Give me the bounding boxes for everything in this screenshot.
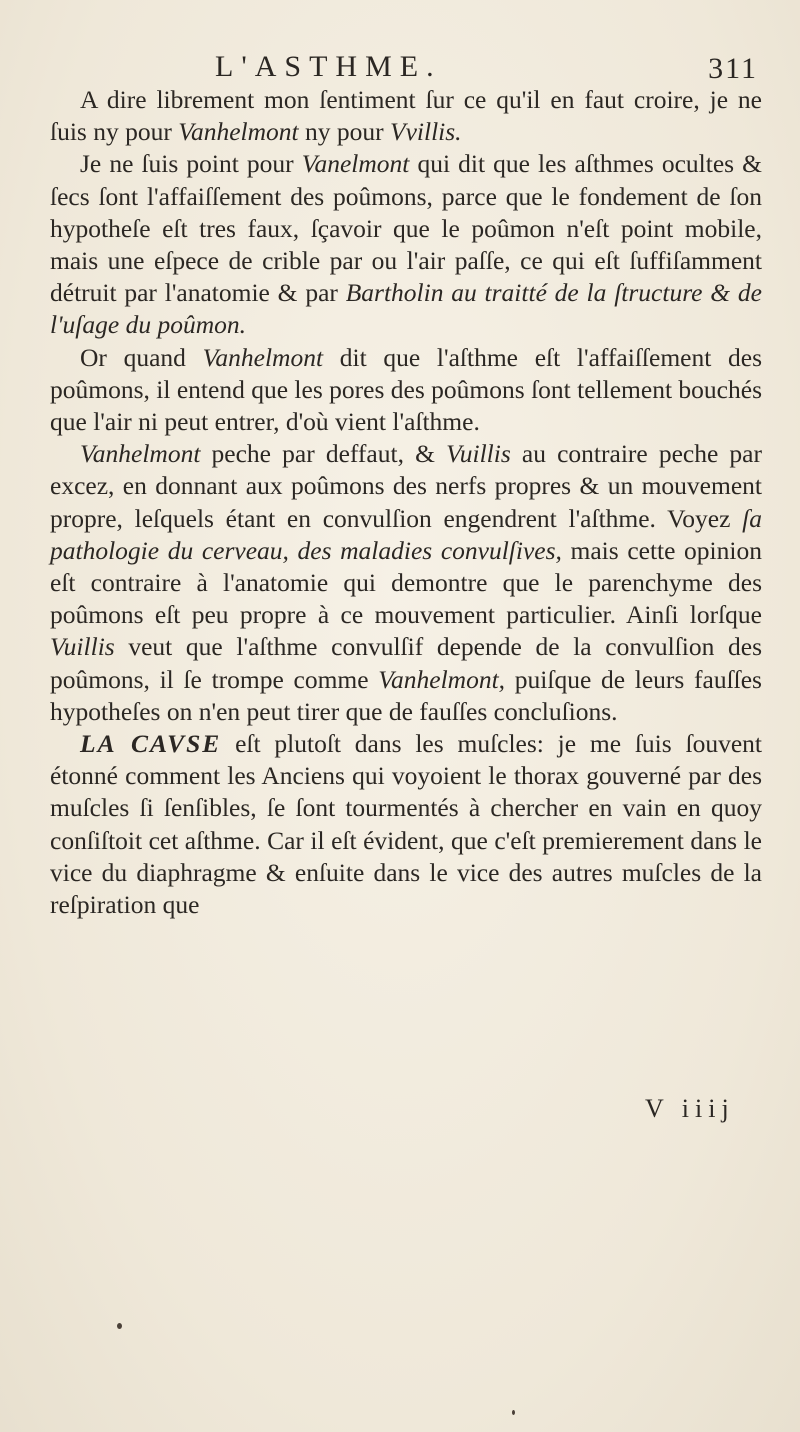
text-run: A dire librement mon ſentiment ſur ce qu'il en faut croire, je ne ſuis ny pour bbox=[50, 85, 762, 147]
text-run: Je ne ſuis point pour bbox=[80, 149, 302, 179]
text-run: dit que l'aſthme eſt l'affaiſſement des poûmons, il entend que les pores des poûmons ſont tellement bouchés que l'air ni peut entrer, d'où vient l'aſthme. bbox=[50, 342, 763, 437]
text-run: qui dit que les aſthmes ocultes & ſecs ſont l'affaiſſement des poûmons, parce que le fondement de ſon hypotheſe eſt tres faux, ſçavoir que le poûmon n'eſt point mobile, mais une eſpece de crible par ou l'air paſſe, ce qui eſt ſuffiſamment détruit par l'anatomie & par bbox=[50, 149, 762, 308]
italic-run: ſa pathologie du cerveau, des maladies convulſives, bbox=[50, 503, 762, 565]
paragraph bbox=[50, 148, 762, 341]
paragraph bbox=[50, 438, 762, 728]
text-run: mais cette opinion eſt contraire à l'anatomie qui demontre que le parenchyme des poûmons eſt peu propre à ce mouvement particulier. Ainſi lorſque bbox=[50, 535, 762, 630]
italic-run: Vuillis bbox=[446, 439, 511, 469]
text-run: eſt plutoſt dans les muſcles: je me ſuis ſouvent étonné comment les Anciens qui voyoient le thorax gouverné par des muſcles ſi ſenſibles, ſe ſont tourmentés à chercher en vain en quoy conſiſtoit cet aſthme. Car il eſt évident, que c'eſt premierement dans le vice du diaphragme & enſuite dans le vice des autres muſcles de la reſpiration que bbox=[50, 729, 762, 920]
running-head: L'ASTHME. bbox=[215, 50, 442, 83]
italic-run: Vvillis. bbox=[390, 117, 462, 147]
text-run: ny pour bbox=[298, 117, 390, 147]
ink-speck bbox=[117, 1323, 122, 1329]
paragraph bbox=[50, 342, 762, 439]
ink-speck bbox=[512, 1410, 515, 1415]
text-run: Or quand bbox=[80, 342, 203, 372]
italic-run: Vanhelmont bbox=[202, 342, 324, 372]
italic-run: Vanhelmont bbox=[178, 117, 299, 147]
italic-run: Bartholin au traitté de la ſtructure & de l'uſage du poûmon. bbox=[50, 278, 763, 340]
signature-mark: V iiij bbox=[645, 1094, 735, 1123]
body-text bbox=[50, 84, 762, 921]
paragraph bbox=[50, 728, 762, 921]
italic-run: Vanhelmont bbox=[80, 439, 201, 469]
smallcaps-run: LA CAVSE bbox=[80, 729, 222, 759]
text-run: puiſque de leurs fauſſes hypotheſes on n'en peut tirer que de fauſſes concluſions. bbox=[50, 664, 762, 726]
italic-run: Vanhelmont, bbox=[378, 664, 506, 694]
text-run: peche par deffaut, & bbox=[200, 439, 447, 469]
text-run: veut que l'aſthme convulſif depende de la convulſion des poûmons, il ſe trompe comme bbox=[50, 632, 762, 694]
italic-run: Vuillis bbox=[50, 632, 115, 662]
page-number: 311 bbox=[708, 52, 758, 85]
text-run: au contraire peche par excez, en donnant aux poûmons des nerfs propres & un mouvement propre, leſquels étant en convulſion engendrent l'aſthme. Voyez bbox=[50, 439, 762, 533]
paragraph bbox=[50, 84, 762, 148]
italic-run: Vanelmont bbox=[301, 149, 410, 179]
